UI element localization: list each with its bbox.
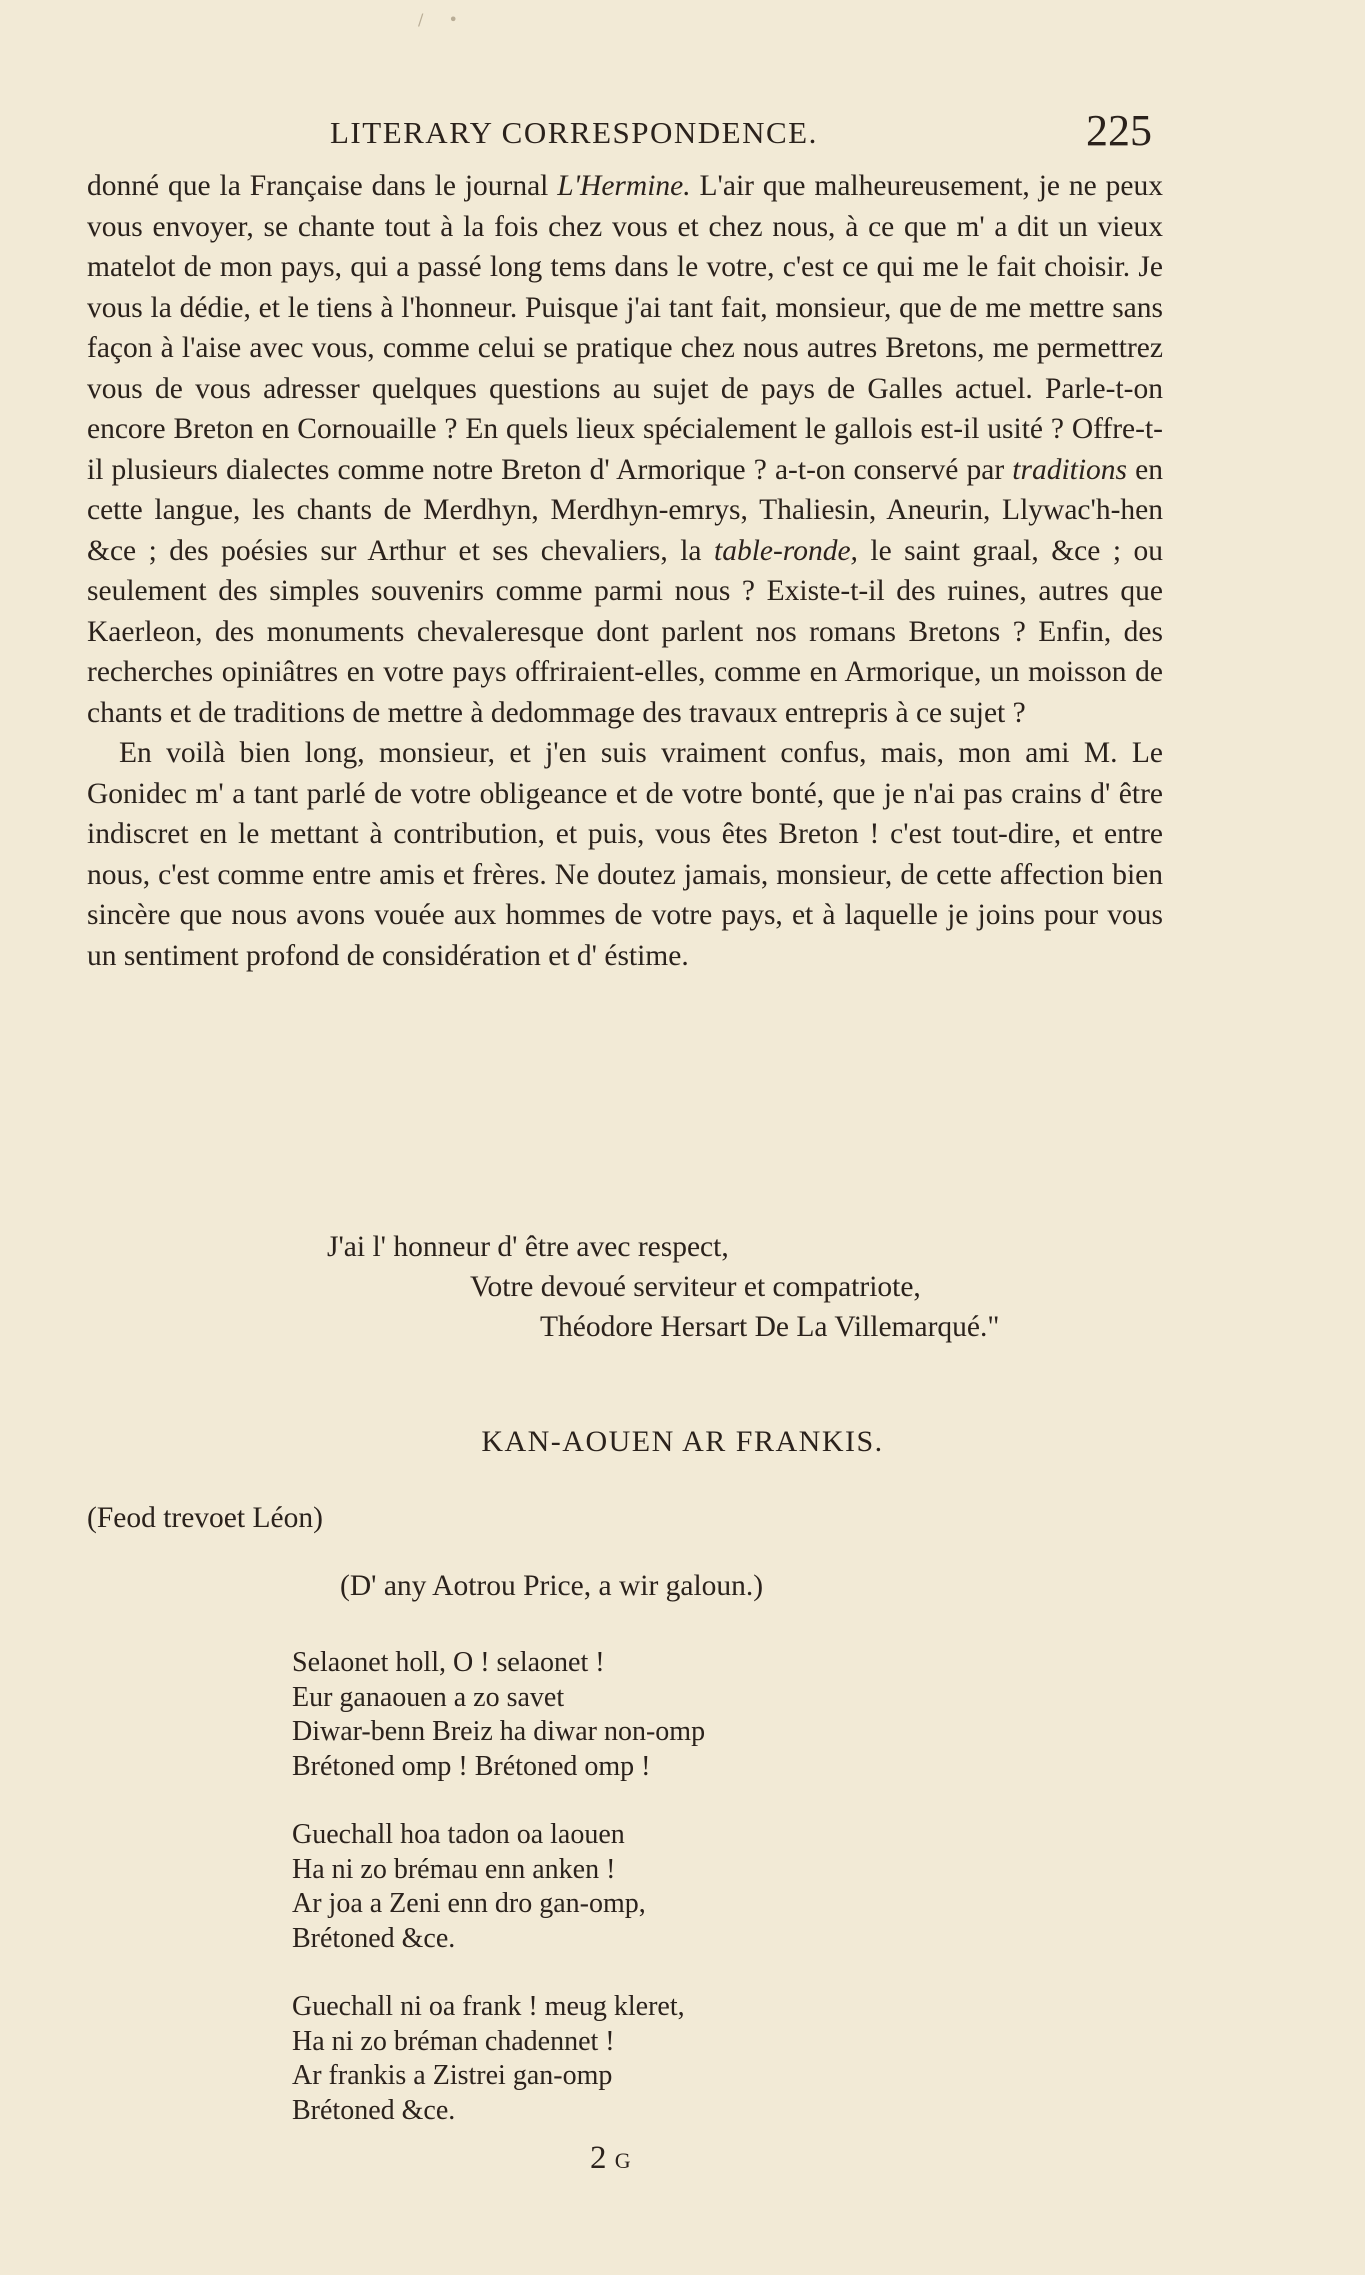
verse-line: Guechall ni oa frank ! meug kleret, — [292, 1991, 685, 2022]
page-mark: / • — [418, 10, 468, 29]
verse-line: Ha ni zo brémau enn anken ! — [292, 1853, 616, 1885]
song-dedication: (D' any Aotrou Price, a wir galoun.) — [340, 1570, 764, 1602]
running-head-title: LITERARY CORRESPONDENCE. — [330, 115, 818, 150]
italic-run-table-ronde: table-ronde, — [714, 534, 858, 567]
signature-number: 2 — [590, 2140, 607, 2176]
italic-run-traditions: traditions — [1012, 453, 1128, 486]
text-run: donné que la Française dans le journal — [87, 170, 558, 202]
letter-body — [87, 166, 1163, 976]
verse-line: Eur ganaouen a zo savet — [292, 1681, 565, 1713]
verse-line: Selaonet holl, O ! selaonet ! — [292, 1647, 605, 1678]
closing-servant-line: Votre devoué serviteur et compatriote, — [470, 1271, 921, 1303]
text-run: En voilà bien long, monsieur, et j'en suis vraiment confus, mais, mon ami M. Le Gonidec m' a tant parlé de votre obligeance et de votre bonté, que je n'ai pas crains d' être indiscret en le mettant à contribution, et puis, vous êtes Breton ! c'est tout-dire, et entre nous, c'est comme entre amis et frères. Ne doutez jamais, monsieur, de cette affection bien sincère que nous avons vouée aux hommes de votre pays, et à laquelle je joins pour vous un sentiment profond de considération et d' éstime. — [87, 737, 1163, 972]
text-run: en cette langue, les chants de Merdhyn, Merdhyn-emrys, Thaliesin, Aneurin, Llywac'h-hen &ce ; des poésies sur Arthur et ses chevaliers, la — [87, 453, 1164, 567]
text-run: le saint graal, &ce ; ou seulement des simples souvenirs comme parmi nous ? Existe-t-il des ruines, autres que Kaerleon, des monuments chevaleresque dont parlent nos romans Bretons ? Enfin, des recherches opiniâtres en votre pays offriraient-elles, comme en Armorique, un moisson de chants et de traditions de mettre à dedommage des travaux entrepris à ce sujet ? — [87, 534, 1163, 729]
text-run: L'air que malheureusement, je ne peux vous envoyer, se chante tout à la fois chez vous et chez nous, à ce que m' a dit un vieux matelot de mon pays, qui a passé long tems dans le votre, c'est ce qui me le fait choisir. Je vous la dédie, et le tiens à l'honneur. Puisque j'ai tant fait, monsieur, que de me mettre sans façon à l'aise avec vous, comme celui se pratique chez nous autres Bretons, me permettrez vous de vous adresser quelques questions au sujet de pays de Galles actuel. Parle-t-on encore Breton en Cornouaille ? En quels lieux spécialement le gallois est-il usité ? Offre-t-il plusieurs dialectes comme notre Breton d' Armorique ? a-t-on conservé par — [87, 170, 1164, 486]
closing-salutation: J'ai l' honneur d' être avec respect, — [327, 1231, 729, 1263]
verse-line: Brétoned &ce. — [292, 2094, 456, 2126]
signature-letter: G — [614, 2148, 631, 2173]
verse-line: Diwar-benn Breiz ha diwar non-omp — [292, 1716, 706, 1747]
verse-line: Ar frankis a Zistrei gan-omp — [292, 2060, 613, 2091]
paragraph-2 — [87, 733, 1163, 976]
signature-mark — [590, 2140, 631, 2177]
italic-run-journal-title: L'Hermine. — [557, 170, 691, 202]
running-header — [0, 105, 1365, 155]
stanza-1 — [292, 1646, 705, 1784]
paragraph-1 — [87, 166, 1163, 733]
stanza-3 — [292, 1990, 685, 2128]
verse-line: Brétoned &ce. — [292, 1922, 456, 1954]
song-title: KAN-AOUEN AR FRANKIS. — [481, 1425, 884, 1458]
verse-line: Ha ni zo bréman chadennet ! — [292, 2025, 615, 2057]
song-subtitle: (Feod trevoet Léon) — [87, 1502, 323, 1534]
stanza-2 — [292, 1818, 646, 1956]
verse-line: Ar joa a Zeni enn dro gan-omp, — [292, 1888, 646, 1919]
verse-line: Guechall hoa tadon oa laouen — [292, 1819, 625, 1850]
page-number: 225 — [1086, 106, 1152, 155]
closing-signature: Théodore Hersart De La Villemarqué." — [540, 1311, 1000, 1343]
verse-line: Brétoned omp ! Brétoned omp ! — [292, 1750, 651, 1782]
